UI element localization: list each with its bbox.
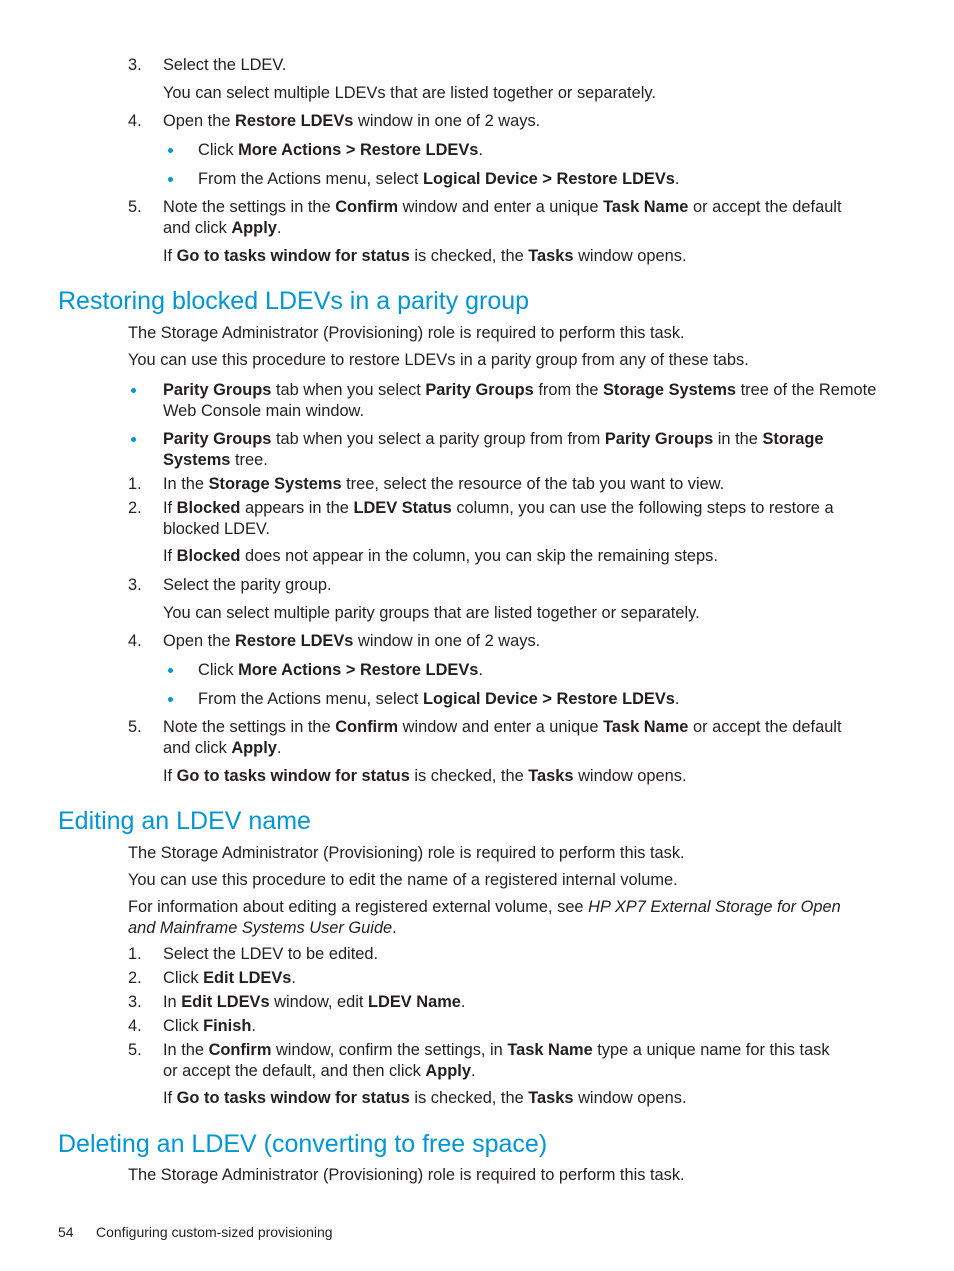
bullet-text: Parity Groups tab when you select Parity Groups from the Storage Systems tree of the Remote — [163, 381, 877, 399]
step-text: Click Edit LDEVs. — [163, 969, 296, 987]
bullet-text: Parity Groups tab when you select a parity group from from Parity Groups in the Storage — [163, 430, 824, 448]
bullet-text: From the Actions menu, select Logical Device > Restore LDEVs. — [198, 690, 680, 708]
section-heading: Editing an LDEV name — [58, 807, 311, 835]
step-number: 4. — [128, 112, 142, 130]
step-note: You can select multiple parity groups that are listed together or separately. — [163, 604, 700, 622]
step-text: In Edit LDEVs window, edit LDEV Name. — [163, 993, 466, 1011]
section-heading: Deleting an LDEV (converting to free space) — [58, 1130, 548, 1158]
step-number: 5. — [128, 1041, 142, 1059]
paragraph: For information about editing a registered external volume, see HP XP7 External Storage for Open — [128, 898, 841, 916]
step-note: If Blocked does not appear in the column, you can skip the remaining steps. — [163, 547, 718, 565]
step-text: Note the settings in the Confirm window and enter a unique Task Name or accept the default — [163, 718, 842, 736]
step-text: Select the LDEV to be edited. — [163, 945, 379, 963]
step-text: Select the parity group. — [163, 576, 332, 594]
paragraph: The Storage Administrator (Provisioning) role is required to perform this task. — [128, 324, 685, 342]
step-note: If Go to tasks window for status is checked, the Tasks window opens. — [163, 767, 687, 785]
step-text: In the Storage Systems tree, select the resource of the tab you want to view. — [163, 475, 725, 493]
step-number: 1. — [128, 475, 142, 493]
bullet-text-continued: Systems tree. — [163, 451, 268, 469]
bullet-icon — [168, 697, 173, 702]
step-number: 4. — [128, 632, 142, 650]
paragraph: The Storage Administrator (Provisioning) role is required to perform this task. — [128, 844, 685, 862]
bullet-text: From the Actions menu, select Logical Device > Restore LDEVs. — [198, 170, 680, 188]
step-number: 1. — [128, 945, 142, 963]
page-number: 54 — [58, 1224, 74, 1240]
paragraph: The Storage Administrator (Provisioning) role is required to perform this task. — [128, 1166, 685, 1184]
paragraph-continued: and Mainframe Systems User Guide. — [128, 919, 397, 937]
paragraph: You can use this procedure to restore LDEVs in a parity group from any of these tabs. — [128, 351, 749, 369]
step-number: 2. — [128, 499, 142, 517]
step-text-continued: or accept the default, and then click Apply. — [163, 1062, 476, 1080]
step-text-continued: and click Apply. — [163, 739, 282, 757]
step-text: Click Finish. — [163, 1017, 256, 1035]
step-text: Select the LDEV. — [163, 56, 287, 74]
step-note: If Go to tasks window for status is checked, the Tasks window opens. — [163, 247, 687, 265]
step-text: If Blocked appears in the LDEV Status column, you can use the following steps to restore a — [163, 499, 834, 517]
step-text-continued: blocked LDEV. — [163, 520, 270, 538]
step-number: 5. — [128, 718, 142, 736]
step-text: Note the settings in the Confirm window and enter a unique Task Name or accept the default — [163, 198, 842, 216]
step-text: Open the Restore LDEVs window in one of 2 ways. — [163, 112, 541, 130]
bullet-icon — [168, 177, 173, 182]
bullet-icon — [131, 388, 136, 393]
step-number: 3. — [128, 576, 142, 594]
step-text: Open the Restore LDEVs window in one of 2 ways. — [163, 632, 541, 650]
bullet-text: Click More Actions > Restore LDEVs. — [198, 661, 483, 679]
bullet-icon — [168, 668, 173, 673]
bullet-text-continued: Web Console main window. — [163, 402, 365, 420]
bullet-icon — [131, 437, 136, 442]
step-note: You can select multiple LDEVs that are listed together or separately. — [163, 84, 656, 102]
step-text-continued: and click Apply. — [163, 219, 282, 237]
step-number: 5. — [128, 198, 142, 216]
bullet-text: Click More Actions > Restore LDEVs. — [198, 141, 483, 159]
step-note: If Go to tasks window for status is checked, the Tasks window opens. — [163, 1089, 687, 1107]
step-number: 4. — [128, 1017, 142, 1035]
paragraph: You can use this procedure to edit the name of a registered internal volume. — [128, 871, 678, 889]
section-heading: Restoring blocked LDEVs in a parity group — [58, 287, 530, 315]
step-number: 3. — [128, 993, 142, 1011]
step-text: In the Confirm window, confirm the settings, in Task Name type a unique name for this task — [163, 1041, 830, 1059]
bullet-icon — [168, 148, 173, 153]
chapter-title: Configuring custom-sized provisioning — [96, 1224, 333, 1240]
step-number: 3. — [128, 56, 142, 74]
step-number: 2. — [128, 969, 142, 987]
